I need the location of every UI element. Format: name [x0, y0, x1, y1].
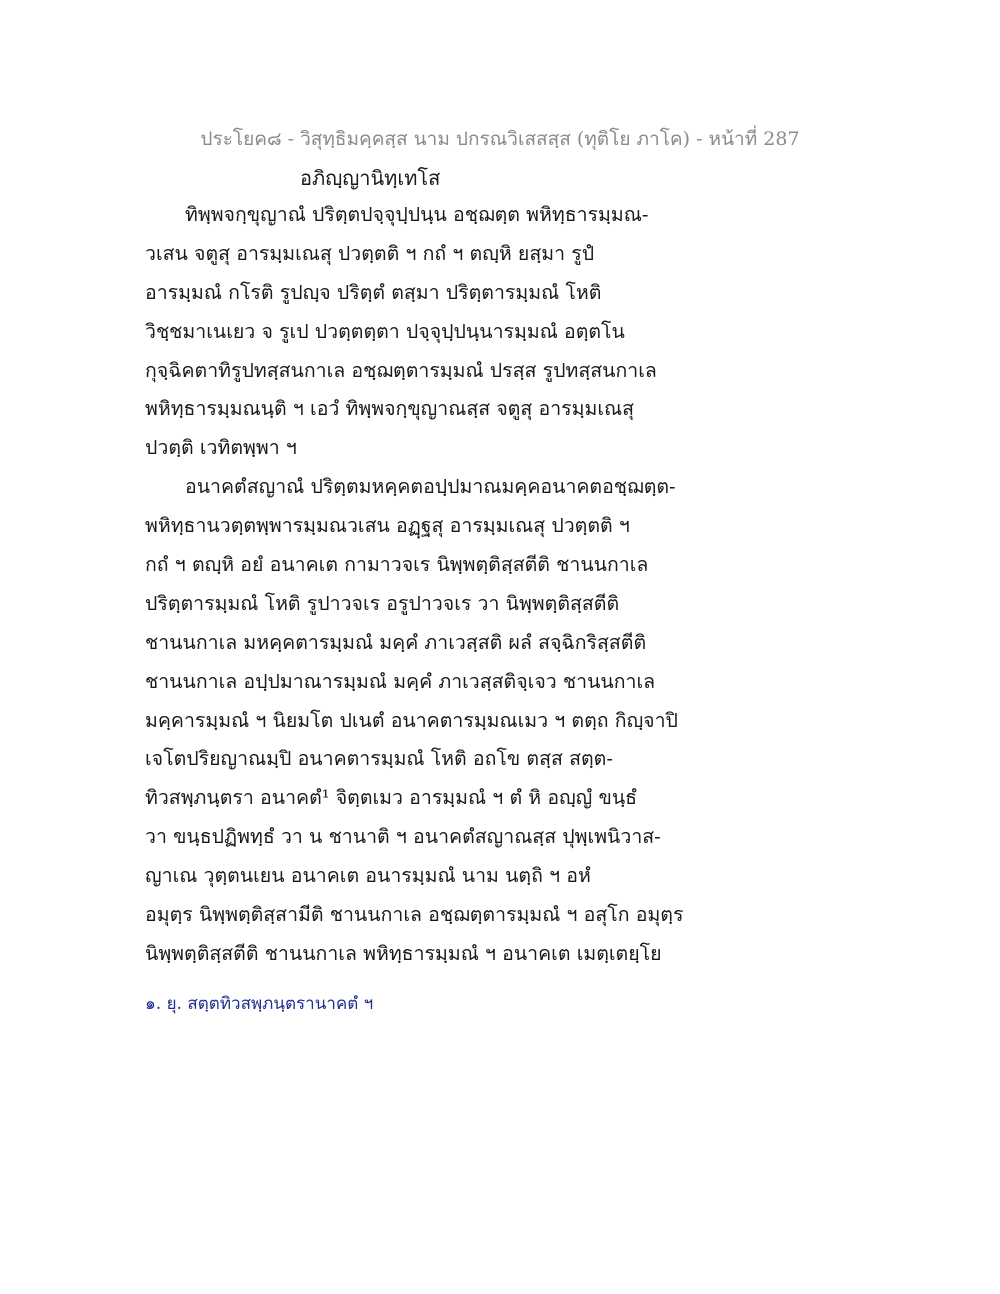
text-line: กุจฺฉิคตาทิรูปทสฺสนกาเล อชฺฌตฺตารมฺมณํ ปรสฺส รูปทสฺสนกาเล: [145, 358, 657, 382]
text-line: อมุตฺร นิพฺพตฺติสฺสามีติ ชานนกาเล อชฺฌตฺตารมฺมณํ ฯ อสุโก อมุตฺร: [145, 903, 684, 927]
text-line: กถํ ฯ ตญฺหิ อยํ อนาคเต กามาวจเร นิพฺพตฺติสฺสตีติ ชานนกาเล: [145, 553, 649, 577]
text-line: นิพฺพตฺติสฺสตีติ ชานนกาเล พหิทฺธารมฺมณํ ฯ อนาคเต เมตฺเตยฺโย: [145, 941, 662, 965]
text-line: วิชฺชมาเนเยว จ รูเป ปวตฺตตฺตา ปจฺจุปฺปนฺนารมฺมณํ อตฺตโน: [145, 319, 625, 343]
text-line: วเสน จตูสุ อารมฺมเณสุ ปวตฺตติ ฯ กถํ ฯ ตญฺหิ ยสฺมา รูปํ: [145, 241, 595, 265]
text-line: ทิวสพฺภนฺตรา อนาคตํ¹ จิตฺตเมว อารมฺมณํ ฯ ตํ หิ อญฺญํ ขนฺธํ: [145, 786, 638, 810]
text-line: ทิพฺพจกฺขุญาณํ ปริตฺตปจฺจุปฺปนฺน อชฺฌตฺต พหิทฺธารมฺมณ-: [185, 203, 649, 226]
section-heading: อภิญฺญานิทฺเทโส: [300, 166, 441, 190]
text-line: ญาเณ วุตฺตนเยน อนาคเต อนารมฺมณํ นาม นตฺถิ ฯ อหํ: [145, 864, 591, 888]
running-header: ประโยค๘ - วิสุทฺธิมคฺคสฺส นาม ปกรณวิเสสสฺส (ทุติโย ภาโค) - หน้าที่ 287: [200, 128, 800, 150]
text-line: วา ขนฺธปฏิพทฺธํ วา น ชานาติ ฯ อนาคตํสญาณสฺส ปุพฺเพนิวาส-: [145, 825, 661, 849]
text-line: ชานนกาเล อปฺปมาณารมฺมณํ มคฺคํ ภาเวสฺสติจฺเจว ชานนกาเล: [145, 669, 656, 693]
text-line: อนาคตํสญาณํ ปริตฺตมหคฺคตอปฺปมาณมคฺคอนาคตอชฺฌตฺต-: [185, 475, 676, 499]
text-line: ชานนกาเล มหคฺคตารมฺมณํ มคฺคํ ภาเวสฺสติ ผลํ สจฺฉิกริสฺสตีติ: [145, 630, 647, 654]
text-line: ปริตฺตารมฺมณํ โหติ รูปาวจเร อรูปาวจเร วา นิพฺพตฺติสฺสตีติ: [145, 591, 620, 615]
body-text: [145, 196, 705, 974]
text-line: อารมฺมณํ กโรติ รูปญฺจ ปริตฺตํ ตสฺมา ปริตฺตารมฺมณํ โหติ: [145, 280, 602, 304]
text-line: พหิทฺธานวตฺตพฺพารมฺมณวเสน อฏฺฐสุ อารมฺมเณสุ ปวตฺตติ ฯ: [145, 514, 630, 538]
text-line: พหิทฺธารมฺมณนฺติ ฯ เอวํ ทิพฺพจกฺขุญาณสฺส จตูสุ อารมฺมเณสุ: [145, 397, 635, 421]
text-line: ปวตฺติ เวทิตพฺพา ฯ: [145, 436, 297, 460]
text-line: เจโตปริยญาณมฺปิ อนาคตารมฺมณํ โหติ อถโข ตสฺส สตฺต-: [145, 747, 613, 771]
text-line: มคฺคารมฺมณํ ฯ นิยมโต ปเนตํ อนาคตารมฺมณเมว ฯ ตตฺถ กิญฺจาปิ: [145, 708, 678, 732]
footnote: ๑. ยุ. สตฺตทิวสพฺภนฺตรานาคตํ ฯ: [145, 994, 374, 1014]
